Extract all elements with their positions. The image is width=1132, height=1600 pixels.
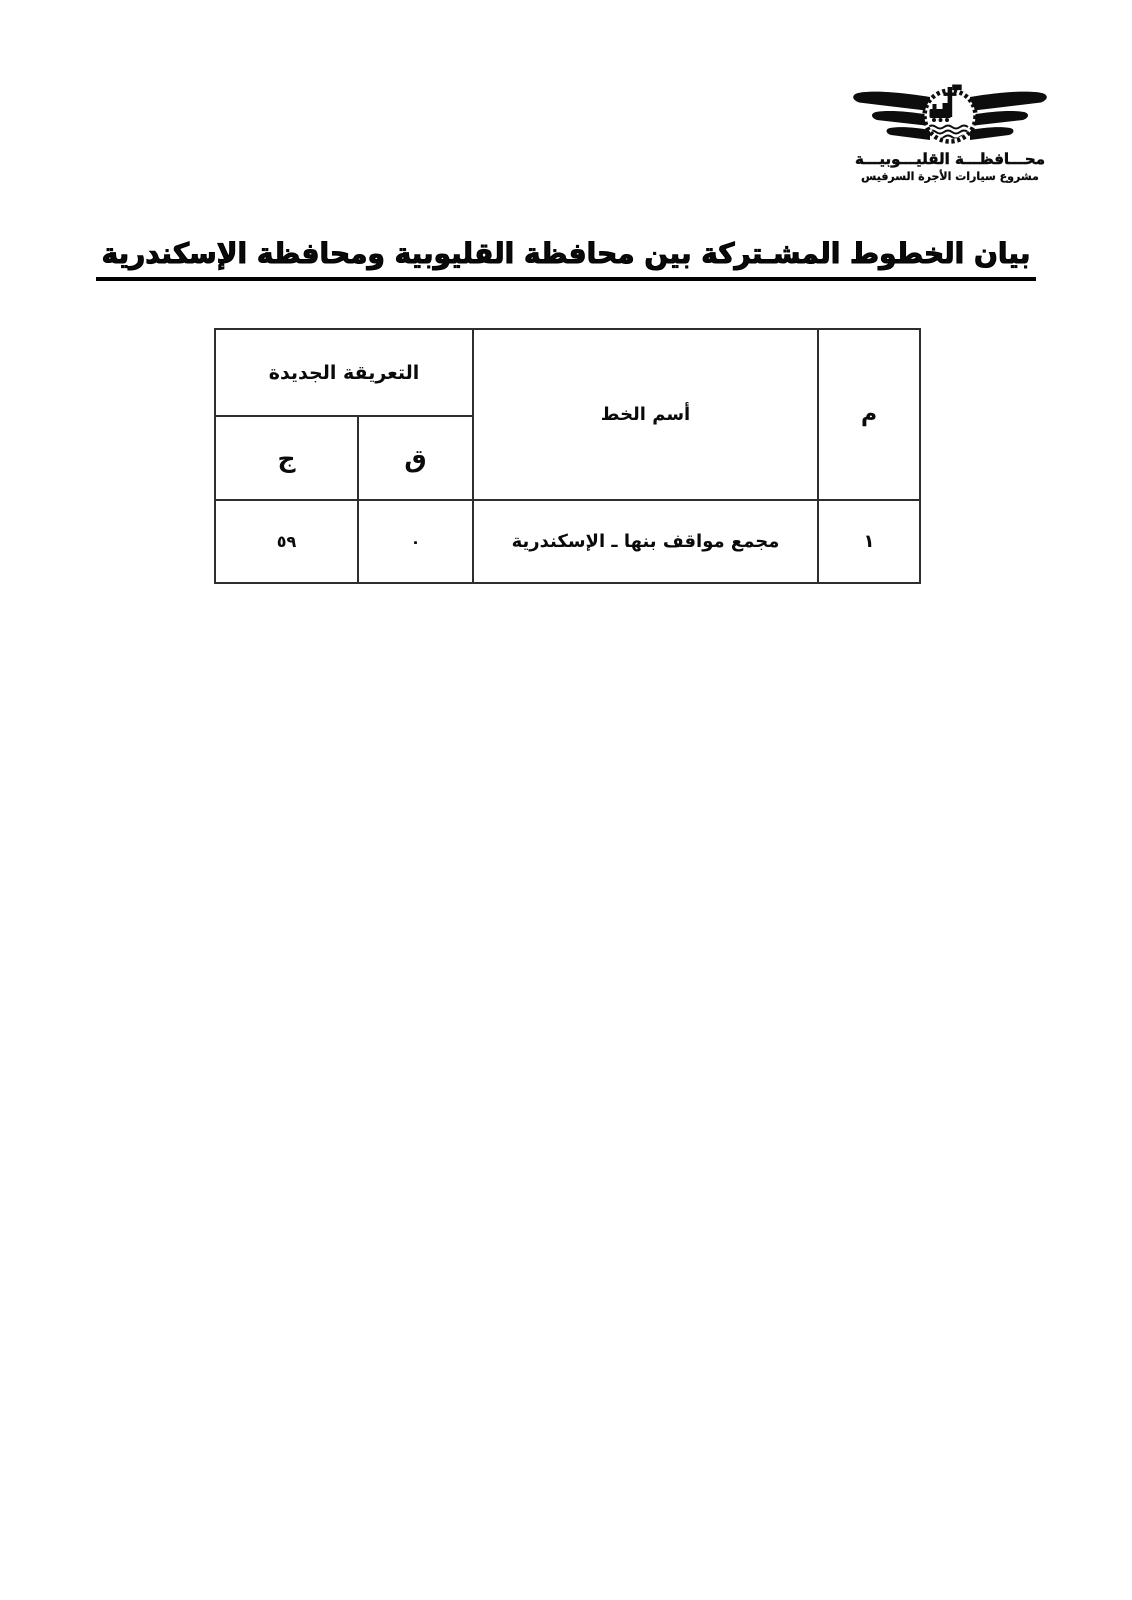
table-row — [215, 500, 920, 583]
row-line-name: مجمع مواقف بنها ـ الإسكندرية — [473, 500, 818, 583]
logo-block — [842, 84, 1058, 183]
title-container — [0, 238, 1132, 281]
header-line-name: أسم الخط — [473, 329, 818, 500]
logo-org-name: محـــافظـــة القليـــوبيـــة — [854, 150, 1046, 168]
row-sub-left-value: ٥٩ — [215, 500, 358, 583]
header-sub-right: ق — [358, 416, 473, 500]
row-serial: ١ — [818, 500, 920, 583]
header-serial: م — [818, 329, 920, 500]
governorate-emblem-icon — [844, 84, 1056, 148]
header-sub-left: ج — [215, 416, 358, 500]
page-title: بيان الخطوط المشـتركة بين محافظة القليوبية ومحافظة الإسكندرية — [96, 238, 1037, 281]
tariff-table — [214, 328, 921, 584]
header-new-tariff-group: التعريقة الجديدة — [215, 329, 473, 416]
row-sub-right-value: ٠ — [358, 500, 473, 583]
left-wing — [853, 92, 930, 140]
header-row-1 — [215, 329, 920, 416]
right-wing — [970, 92, 1047, 140]
logo-project-name: مشروع سيارات الأجرة السرفيس — [861, 170, 1039, 183]
